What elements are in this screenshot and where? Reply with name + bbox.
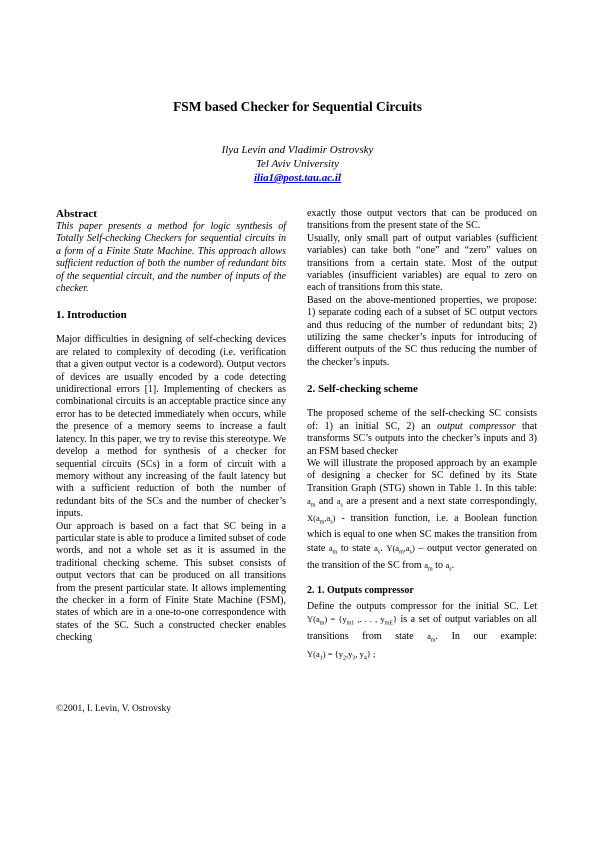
continued-paragraph: exactly those output vectors that can be produced on transitions from the present state of the SC. (307, 208, 537, 232)
copyright-footer: ©2001, I. Levin, V. Ostrovsky (56, 704, 172, 714)
author-names: Ilya Levin and Vladimir Ostrovsky (221, 144, 374, 156)
left-column (56, 208, 286, 645)
based-paragraph: Based on the above-mentioned properties, we propose: 1) separate coding each of a subset of SC output vectors and thus reducing of the number of redundant bits; 2) utilizing the same checker’s inputs for introducing of different outputs of the SC thus reducing the number of the checker’s inputs. (307, 294, 537, 368)
illustrate-paragraph: We will illustrate the proposed approach by an example of designing a checker for SC defined by its State Transition Graph (STG) shown in Table 1. In this table: $a_m$ and $a_s$ are a present and a next state correspondingly, $X(a_m,a_s)$ - transition function, i.e. a Boolean function which is equal to one when SC makes the transition from state $a_m$ to state $a_s$. $Y(a_m,a_s)$ – output vector generated on the transition of the SC from $a_m$ to $a_s$. (307, 457, 538, 573)
output-compressor-term: output compressor (437, 420, 516, 432)
intro-paragraph-1: Major difficulties in designing of self-checking devices are related to complexity of decoding (i.e. verification that a given output vector is a codeword). Output vectors of devices are usually encoded by a code detecting unidirectional errors [1]. Implementing of checkers as combinational circuits is an acceptable practice since any error has to be detected immediately when occurs, while the presence of a memory seems to increase a fault latency. In this paper, we try to revise this stereotype. We develop a method for synthesis of a checker for sequential circuits (SCs) in a form of circuit with a memory without any increasing of the fault latency but with a sufficient reduction of both the number of redundant bits of the SCs and the number of checker’s inputs. (56, 334, 286, 520)
usually-paragraph: Usually, only small part of output variables (sufficient variables) can take both “one” and “zero” values on transitions from a certain state. Most of the output variables (insufficient variables) are equal to zero on each of transitions from this state. (307, 232, 537, 294)
author-email-link[interactable]: ilia1@post.tau.ac.il (253, 172, 342, 184)
intro-paragraph-2: Our approach is based on a fact that SC being in a particular state is able to produce a limited subset of code words, and not a whole set as it is assumed in the traditional checking scheme. This subset consists of output vectors that can be produced on all transitions from the present particular state. It allows implementing the checker in a form of Finite State Machine (FSM), states of which are in a one-to-one correspondence with states of the SC. Such a constructed checker enables checking (56, 520, 286, 644)
author-affiliation: Tel Aviv University (255, 158, 340, 170)
define-paragraph: Define the outputs compressor for the initial SC. Let $Y(a_m) = \{y_{m1}$ ,. . . , $y_{mE}$} is a set of output variables on all transitions from state $a_m$. In our example: $Y(a_1) = \{y_2,y_3$, $y_4$} ; (307, 600, 537, 662)
abstract-text: This paper presents a method for logic synthesis of Totally Self-checking Checkers for sequential circuits in a form of a Finite State Machine. This approach allows sufficient reduction of both the number of redundant bits of the sequential circuit, and the number of inputs of the checker. (56, 221, 286, 295)
intro-heading: 1. Introduction (56, 309, 127, 322)
paper-title: FSM based Checker for Sequential Circuits (173, 99, 422, 114)
subsection-2-1-heading: 2. 1. Outputs compressor (307, 584, 414, 596)
abstract-heading: Abstract (56, 208, 97, 220)
scheme-paragraph: The proposed scheme of the self-checking SC consists of: 1) an initial SC, 2) an output compressor that transforms SC’s outputs into the checker’s inputs and 3) an FSM based checker (307, 408, 537, 457)
section-2-heading: 2. Self-checking scheme (307, 383, 418, 396)
right-column (307, 208, 537, 665)
